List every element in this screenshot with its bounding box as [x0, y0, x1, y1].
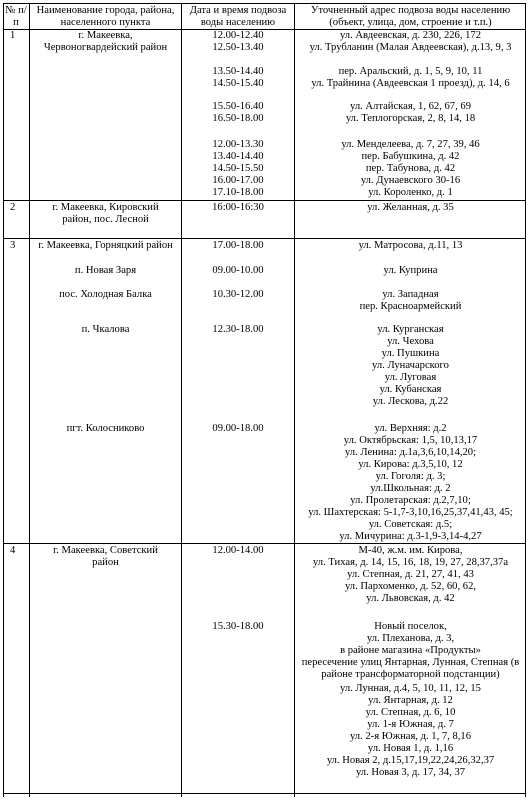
- address-line: в районе магазина «Продукты»: [340, 645, 481, 656]
- address-line: ул. Мичурина: д.3-1,9-3,14-4,27: [339, 531, 482, 542]
- time-slot: 09.00-10.00: [212, 265, 264, 276]
- time-slot: 16.50-18.00: [212, 113, 264, 124]
- address-line: ул. Шахтерская: 5-1,7-3,10,16,25,37,41,43, 45;: [308, 507, 513, 518]
- address-line: районе трансформаторной подстанции): [321, 669, 500, 680]
- address-line: ул. Степная, д. 6, 10: [365, 707, 456, 718]
- address-line: ул. Кубанская: [379, 384, 442, 395]
- address-line: ул.Школьная: д. 2: [370, 483, 451, 494]
- row-divider: [3, 238, 526, 239]
- row-number: 1: [10, 30, 16, 41]
- time-slot: 12.00-14.00: [212, 545, 264, 556]
- time-slot: 14.50-15.50: [212, 163, 264, 174]
- row-divider: [3, 200, 526, 201]
- place-name: п. Новая Заря: [74, 265, 137, 276]
- address-line: ул. Львовская, д. 42: [366, 593, 455, 604]
- place-name: п. Чкалова: [81, 324, 130, 335]
- table-border-top: [3, 3, 526, 4]
- place-name: г. Макеевка, Советский район: [53, 545, 158, 568]
- time-slot: 13.40-14.40: [212, 151, 264, 162]
- address-line: ул. Трубланин (Малая Авдеевская), д.13, 9, 3: [309, 42, 512, 53]
- address-line: ул. Верхняя: д.2: [374, 423, 447, 434]
- address-line: ул. Короленко, д. 1: [368, 187, 453, 198]
- address-line: ул. Степная, д. 21, 27, 41, 43: [347, 569, 474, 580]
- address-line: пер. Бабушкина, д. 42: [361, 151, 460, 162]
- time-slot: 12.50-13.40: [212, 42, 264, 53]
- address-line: ул. Кирова: д.3,5,10, 12: [358, 459, 463, 470]
- address-line: ул. Плеханова, д. 3,: [366, 633, 455, 644]
- address-line: ул. Новая 1, д. 1,16: [367, 743, 454, 754]
- time-slot: 17.00-18.00: [212, 240, 264, 251]
- address-line: ул. Новая 3, д. 17, 34, 37: [355, 767, 466, 778]
- place-name: пос. Холодная Балка: [59, 289, 152, 300]
- address-line: ул. Новая 2, д.15,17,19,22,24,26,32,37: [326, 755, 495, 766]
- time-slot: 09.00-18.00: [212, 423, 264, 434]
- address-line: ул. Желанная, д. 35: [367, 202, 454, 213]
- address-line: ул. Авдеевская, д. 230, 226, 172: [339, 30, 482, 41]
- time-slot: 14.50-15.40: [212, 78, 264, 89]
- address-line: ул. Алтайская, 1, 62, 67, 69: [349, 101, 471, 112]
- address-line: пересечение улиц Янтарная, Лунная, Степная (в: [301, 657, 520, 668]
- address-line: ул. Пролетарская: д.2,7,10;: [350, 495, 471, 506]
- address-line: ул. Теплогорская, 2, 8, 14, 18: [345, 113, 476, 124]
- time-slot: 10.30-12.00: [212, 289, 264, 300]
- address-line: Новый поселок,: [374, 621, 447, 632]
- header-address: Уточненный адрес подвоза воды населению (объект, улица, дом, строение и т.п.): [310, 5, 511, 28]
- address-line: ул. Пархоменко, д. 52, 60, 62,: [344, 581, 477, 592]
- address-line: ул. Октябрьская: 1,5, 10,13,17: [343, 435, 478, 446]
- time-slot: 16.00-17.00: [212, 175, 264, 186]
- address-line: ул. 1-я Южная, д. 7: [367, 719, 454, 730]
- address-line: ул. Луговая: [384, 372, 437, 383]
- address-line: пер. Аральский, д. 1, 5, 9, 10, 11: [338, 66, 483, 77]
- time-slot: 13.50-14.40: [212, 66, 264, 77]
- place-name: г. Макеевка, Горняцкий район: [38, 240, 173, 251]
- address-line: пер. Красноармейский: [359, 301, 462, 312]
- address-line: ул. Чехова: [387, 336, 434, 347]
- address-line: М-40, ж.м. им. Кирова,: [358, 545, 463, 556]
- address-line: ул. Гоголя: д. 3;: [375, 471, 446, 482]
- row-number: 3: [10, 240, 16, 251]
- place-name: г. Макеевка, Кировский район, пос. Лесной: [52, 202, 159, 225]
- address-line: пер. Табунова, д. 42: [365, 163, 456, 174]
- address-line: ул. Курганская: [377, 324, 444, 335]
- table-border-bottom: [3, 793, 526, 794]
- time-slot: 16:00-16:30: [212, 202, 264, 213]
- address-line: ул. Пушкина: [381, 348, 440, 359]
- address-line: ул. Ленина: д.1а,3,6,10,14,20;: [344, 447, 477, 458]
- time-slot: 12.30-18.00: [212, 324, 264, 335]
- address-line: ул. Янтарная, д. 12: [368, 695, 453, 706]
- row-number: 4: [10, 545, 16, 556]
- column-divider: [29, 3, 30, 797]
- address-line: ул. Советская: д.5;: [368, 519, 453, 530]
- place-name: г. Макеевка, Червоногвардейский район: [43, 30, 168, 53]
- header-time: Дата и время подвоза воды населению: [189, 5, 287, 28]
- header-name: Наименование города, района, населенного пункта: [36, 5, 175, 28]
- address-line: ул. 2-я Южная, д. 1, 7, 8,16: [349, 731, 472, 742]
- address-line: ул. Куприна: [383, 265, 438, 276]
- row-divider: [3, 543, 526, 544]
- header-num: № п/п: [5, 5, 27, 28]
- address-line: ул. Тихая, д. 14, 15, 16, 18, 19, 27, 28,37,37а: [312, 557, 509, 568]
- address-line: ул. Матросова, д.11, 13: [358, 240, 463, 251]
- address-line: ул. Лескова, д.22: [372, 396, 449, 407]
- time-slot: 17.10-18.00: [212, 187, 264, 198]
- address-line: ул. Менделеева, д. 7, 27, 39, 46: [341, 139, 480, 150]
- row-number: 2: [10, 202, 16, 213]
- address-line: ул. Западная: [382, 289, 439, 300]
- time-slot: 15.50-16.40: [212, 101, 264, 112]
- table-border-left: [3, 3, 4, 797]
- time-slot: 15.30-18.00: [212, 621, 264, 632]
- address-line: ул. Трайнина (Авдеевская 1 проезд), д. 14, 6: [311, 78, 510, 89]
- address-line: ул. Лунная, д.4, 5, 10, 11, 12, 15: [340, 683, 481, 694]
- address-line: ул. Дунаевского 30-16: [360, 175, 461, 186]
- address-line: ул. Луначарского: [372, 360, 449, 371]
- time-slot: 12.00-12.40: [212, 30, 264, 41]
- place-name: пгт. Колосниково: [66, 423, 145, 434]
- time-slot: 12.00-13.30: [212, 139, 264, 150]
